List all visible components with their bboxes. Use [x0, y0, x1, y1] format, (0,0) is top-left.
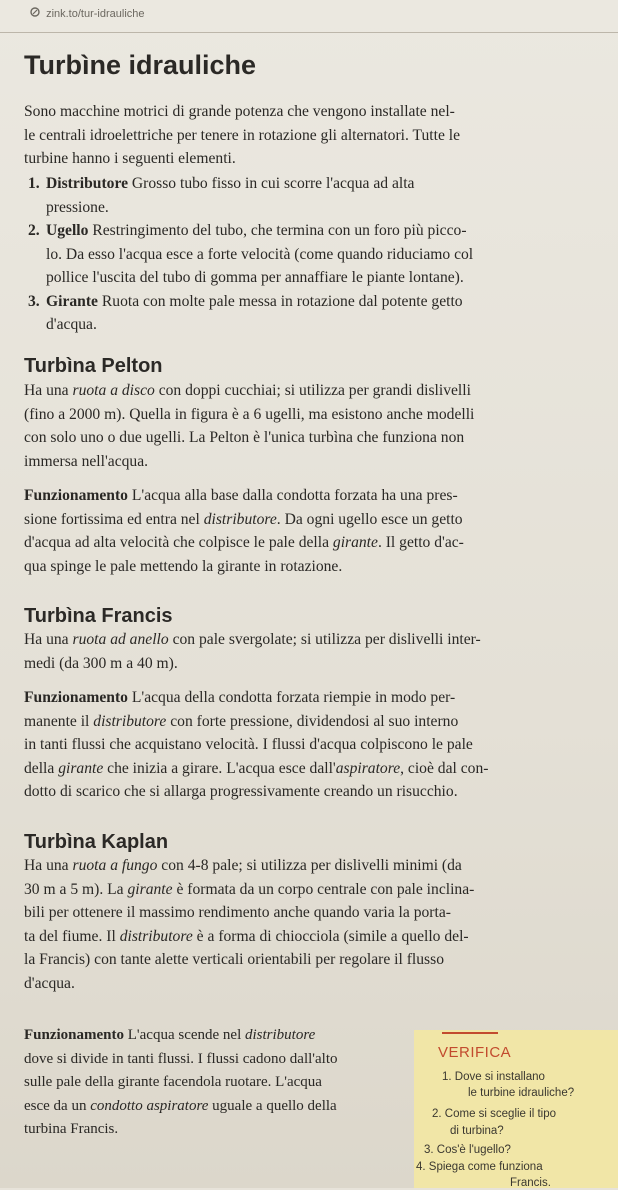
text-line: con solo uno o due ugelli. La Pelton è l'unica turbìna che funziona non [24, 429, 465, 446]
text-line: d'acqua. [24, 974, 75, 992]
heading-kaplan: Turbìna Kaplan [24, 831, 169, 853]
question-1-cont: le turbine idrauliche? [468, 1087, 575, 1099]
item-term: Ugello [46, 222, 89, 239]
question-4-cont: Francis. [510, 1177, 551, 1189]
resource-link[interactable] [30, 7, 145, 20]
text-line: manente il distributore con forte pressione, dividendosi al suo interno [24, 712, 459, 730]
item-text: d'acqua. [46, 316, 97, 333]
item-text: lo. Da esso l'acqua esce a forte velocità (come quando riduciamo col [46, 245, 474, 263]
verifica-accent-line [442, 1032, 498, 1034]
element-item-ugello [28, 219, 606, 290]
kaplan-funzionamento [24, 1024, 414, 1142]
intro-paragraph [24, 100, 598, 171]
text-line: d'acqua ad alta velocità che colpisce le pale della girante. Il getto d'ac- [24, 534, 464, 551]
intro-line: turbine hanno i seguenti elementi. [24, 150, 236, 167]
text-line: la Francis) con tante alette verticali orientabili per regolare il flusso [24, 951, 444, 968]
text-line: Ha una ruota ad anello con pale svergolate; si utilizza per dislivelli inter- [24, 631, 481, 648]
text-line: sione fortissima ed entra nel distributore. Da ogni ugello esce un getto [24, 510, 463, 528]
text-line: Funzionamento L'acqua scende nel distributore [24, 1027, 316, 1043]
resource-link-text: zink.to/tur-idrauliche [46, 8, 145, 20]
text-line: dove si divide in tanti flussi. I flussi cadono dall'alto [24, 1050, 338, 1067]
francis-description [24, 628, 598, 675]
verifica-title: VERIFICA [438, 1044, 512, 1061]
item-number: 1. [28, 175, 40, 192]
text-line: bili per ottenere il massimo rendimento anche quando varia la porta- [24, 904, 451, 921]
text-line: (fino a 2000 m). Quella in figura è a 6 ugelli, ma esistono anche modelli [24, 405, 475, 423]
text-line: medi (da 300 m a 40 m). [24, 654, 178, 672]
item-text: Grosso tubo fisso in cui scorre l'acqua ad alta [131, 175, 415, 192]
item-text: pressione. [46, 198, 109, 216]
text-line: turbina Francis. [24, 1121, 119, 1137]
question-2-cont: di turbina? [450, 1125, 504, 1137]
text-line: qua spinge le pale mettendo la girante in rotazione. [24, 557, 343, 575]
item-number: 3. [28, 292, 40, 310]
verifica-box [414, 1030, 618, 1188]
francis-funzionamento [24, 686, 598, 804]
question-3: 3. Cos'è l'ugello? [424, 1144, 511, 1156]
text-line: Ha una ruota a disco con doppi cucchiai; si utilizza per grandi dislivelli [24, 382, 471, 399]
header-divider [0, 32, 618, 33]
intro-line: le centrali idroelettriche per tenere in rotazione gli alternatori. Tutte le [24, 126, 461, 144]
text-line: sulle pale della girante facendola ruotare. L'acqua [24, 1074, 322, 1090]
link-icon [30, 7, 40, 17]
element-item-girante [28, 290, 606, 337]
text-line: esce da un condotto aspiratore uguale a quello della [24, 1097, 337, 1114]
text-line: 30 m a 5 m). La girante è formata da un corpo centrale con pale inclina- [24, 880, 475, 898]
pelton-funzionamento [24, 484, 598, 578]
heading-francis: Turbìna Francis [24, 605, 173, 627]
item-term: Distributore [46, 175, 129, 192]
text-line: Funzionamento L'acqua della condotta forzata riempie in modo per- [24, 689, 456, 706]
kaplan-description [24, 854, 598, 995]
intro-line: Sono macchine motrici di grande potenza che vengono installate nel- [24, 103, 455, 120]
elements-list [28, 172, 606, 337]
item-term: Girante [46, 292, 98, 310]
page-title: Turbìne idrauliche [24, 50, 257, 80]
text-line: Funzionamento L'acqua alla base dalla condotta forzata ha una pres- [24, 487, 458, 504]
heading-pelton: Turbìna Pelton [24, 355, 163, 377]
text-line: ta del fiume. Il distributore è a forma di chiocciola (simile a quello del- [24, 927, 469, 945]
text-line: in tanti flussi che acquistano velocità. I flussi d'acqua colpiscono le pale [24, 736, 473, 753]
text-line: della girante che inizia a girare. L'acqua esce dall'aspiratore, cioè dal con- [24, 759, 489, 777]
text-line: Ha una ruota a fungo con 4-8 pale; si utilizza per dislivelli minimi (da [24, 857, 462, 874]
text-line: immersa nell'acqua. [24, 452, 149, 470]
element-item-distributore [28, 172, 606, 219]
question-1: 1. Dove si installano [442, 1071, 545, 1083]
item-number: 2. [28, 222, 40, 239]
item-text: Restringimento del tubo, che termina con un foro più picco- [92, 222, 467, 239]
text-line: dotto di scarico che si allarga progressivamente creando un risucchio. [24, 783, 458, 800]
item-text: pollice l'uscita del tubo di gomma per annaffiare le piante lontane). [46, 269, 464, 286]
question-2: 2. Come si sceglie il tipo [432, 1108, 556, 1120]
question-4: 4. Spiega come funziona [416, 1161, 543, 1173]
pelton-description [24, 379, 598, 473]
item-text: Ruota con molte pale messa in rotazione dal potente getto [101, 292, 463, 310]
